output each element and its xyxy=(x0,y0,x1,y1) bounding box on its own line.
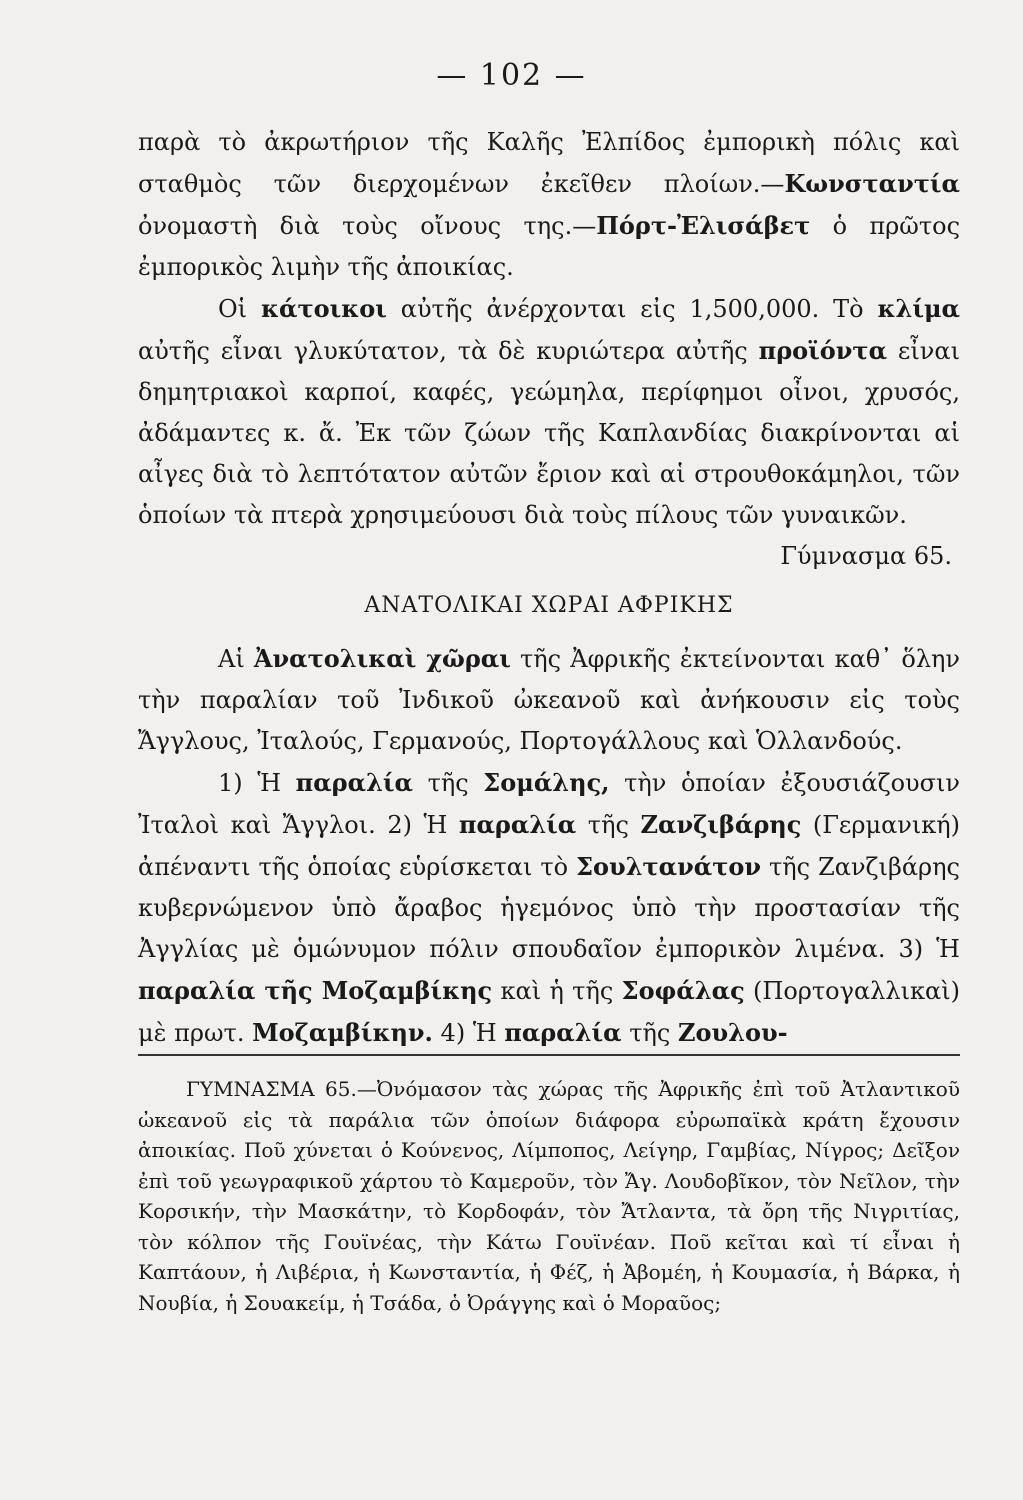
paragraph-coasts xyxy=(138,762,960,1054)
bold-term: Κωνσταντία xyxy=(784,169,960,198)
text-run: ὁ πρῶτος ἐμπορικὸς λιμὴν τῆς ἀποικίας. xyxy=(138,212,961,281)
text-run: τῆς xyxy=(576,811,641,839)
bold-term: Ἀνατολικαὶ χῶραι xyxy=(253,644,511,673)
text-run: παρὰ τὸ ἀκρωτήριον τῆς Καλῆς Ἐλπίδος ἐμπορικὴ πόλις καὶ σταθμὸς τῶν διερχομένων ἐκεῖθεν πλοίων.— xyxy=(138,128,960,198)
bold-term: κάτοικοι xyxy=(261,294,387,323)
text-run: αὐτῆς εἶναι γλυκύτατον, τὰ δὲ κυριώτερα αὐτῆς xyxy=(138,337,759,365)
bold-term: προϊόντα xyxy=(758,336,888,365)
paragraph-inhabitants xyxy=(138,288,960,536)
bold-term: Πόρτ-Ἐλισάβετ xyxy=(596,211,811,240)
text-run: (Πορτογαλλικαὶ) μὲ πρωτ. xyxy=(138,977,960,1047)
bold-term: Ζουλου- xyxy=(678,1018,788,1047)
bold-term: Μοζαμβίκην. xyxy=(252,1018,433,1047)
bold-term: παραλία xyxy=(504,1018,622,1047)
text-run: τῆς Ζανζιβάρης κυβερνώμενον ὑπὸ ἄραβος ἡγεμόνος ὑπὸ τὴν προστασίαν τῆς Ἀγγλίας μὲ ὁμώνυμον πόλιν σπουδαῖον ἐμπορικὸν λιμένα. 3) Ἡ xyxy=(138,853,960,963)
bold-term: παραλία τῆς Μοζαμβίκης xyxy=(138,976,493,1005)
bold-term: Ζανζιβάρης xyxy=(640,810,802,839)
text-run: τῆς xyxy=(413,769,484,797)
text-run: εἶναι δημητριακοὶ καρποί, καφές, γεώμηλα, περίφημοι οἶνοι, χρυσός, ἀδάμαντες κ. ἄ. Ἐκ τῶν ζώων τῆς Καπλανδίας διακρίνονται αἱ αἶγες διὰ τὸ λεπτότατον αὐτῶν ἔριον καὶ αἱ στρουθοκάμηλοι, τῶν ὁποίων τὰ πτερὰ χρησιμεύουσι διὰ τοὺς πίλους τῶν γυναικῶν. xyxy=(138,337,960,529)
bold-term: Σομάλης, xyxy=(483,768,610,797)
text-run: Οἱ xyxy=(218,295,261,323)
text-run: αὐτῆς ἀνέρχονται εἰς 1,500,000. Τὸ xyxy=(386,295,878,323)
footnote-divider xyxy=(138,1054,960,1056)
exercise-reference: Γύμνασμα 65. xyxy=(780,542,952,570)
paragraph-eastern-lands xyxy=(138,638,960,762)
footnote-text: —Ὀνόμασον τὰς χώρας τῆς Ἀφρικῆς ἐπὶ τοῦ Ἀτλαντικοῦ ὠκεανοῦ εἰς τὰ παράλια τῶν ὁποίων διάφορα εὐρωπαϊκὰ κράτη ἔχουσιν ἀποικίας. Ποῦ χύνεται ὁ Κούνενος, Λίμποπος, Λείγηρ, Γαμβίας, Νίγρος; Δεῖξον ἐπὶ τοῦ γεωγραφικοῦ χάρτου τὸ Καμεροῦν, τὸν Ἄγ. Λουδοβῖκον, τὸν Νεῖλον, τὴν Κορσικήν, τὴν Μασκάτην, τὸ Κορδοφάν, τὸν Ἄτλαντα, τὰ ὄρη τῆς Νιγριτίας, τὸν κόλπον τῆς Γουϊνέας, τὴν Κάτω Γουϊνέαν. Ποῦ κεῖται καὶ τί εἶναι ἡ Καπτάουν, ἡ Λιβέρια, ἡ Κωνσταντία, ἡ Φέζ, ἡ Ἀβομέη, ἡ Κουμασία, ἡ Βάρκα, ἡ Νουβία, ἡ Σουακείμ, ἡ Τσάδα, ὁ Ὀράγγης καὶ ὁ Μοραῦος; xyxy=(138,1077,961,1315)
text-run: ὀνομαστὴ διὰ τοὺς οἴνους της.— xyxy=(138,212,597,240)
text-run: 4) Ἡ xyxy=(432,1019,505,1047)
footnote xyxy=(138,1074,960,1318)
main-text xyxy=(138,122,960,1054)
section-heading: ΑΝΑΤΟΛΙΚΑΙ ΧΩΡΑΙ ΑΦΡΙΚΗΣ xyxy=(364,593,734,618)
bold-term: Σουλτανάτον xyxy=(576,852,762,881)
text-run: Αἱ xyxy=(218,645,254,673)
text-run: καὶ ἡ τῆς xyxy=(492,977,622,1005)
text-run: (Γερμανική) ἀπέναντι τῆς ὁποίας εὑρίσκεται τὸ xyxy=(138,811,961,881)
bold-term: παραλία xyxy=(295,768,413,797)
text-run: 1) Ἡ xyxy=(218,769,296,797)
page-number: — 102 — xyxy=(436,58,587,93)
text-run: τῆς xyxy=(621,1019,678,1047)
text-run: τὴν ὁποίαν ἐξουσιάζουσιν Ἰταλοὶ καὶ Ἄγγλοι. 2) Ἡ xyxy=(138,769,961,839)
bold-term: κλίμα xyxy=(877,294,960,323)
bold-term: Σοφάλας xyxy=(621,976,745,1005)
text-run: τῆς Ἀφρικῆς ἐκτείνονται καθ᾽ ὅλην τὴν παραλίαν τοῦ Ἰνδικοῦ ὠκεανοῦ καὶ ἀνήκουσιν εἰς τοὺς Ἄγγλους, Ἰταλούς, Γερμανούς, Πορτογάλλους καὶ Ὁλλανδούς. xyxy=(138,645,961,755)
paragraph-cape-cities xyxy=(138,122,960,288)
footnote-label: ΓΥΜΝΑΣΜΑ 65. xyxy=(186,1077,357,1101)
bold-term: παραλία xyxy=(458,810,577,839)
footnote-exercise xyxy=(138,1074,960,1318)
